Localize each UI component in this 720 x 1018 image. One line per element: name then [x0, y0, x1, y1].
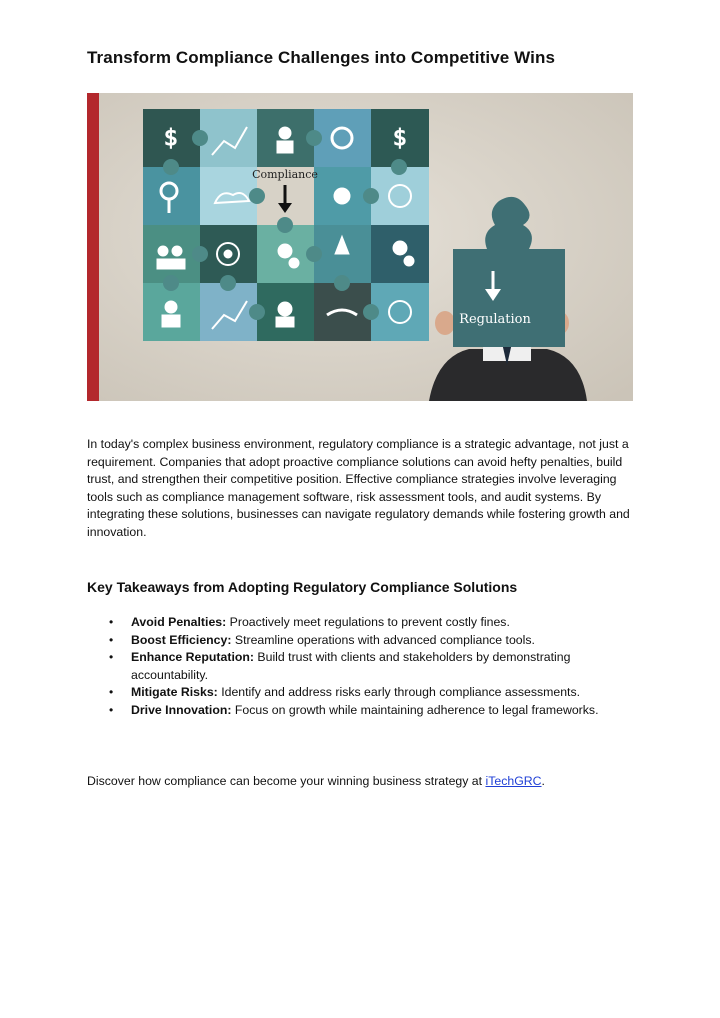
closing-paragraph [87, 773, 647, 791]
svg-text:$: $ [393, 126, 407, 151]
list-item [87, 649, 627, 684]
closing-text: Discover how compliance can become your winning business strategy at [87, 774, 486, 788]
bullet-icon: • [109, 632, 114, 647]
takeaway-text: Proactively meet regulations to prevent costly fines. [229, 615, 510, 629]
takeaway-text: Streamline operations with advanced compliance tools. [234, 632, 535, 647]
bullet-icon: • [109, 702, 114, 717]
takeaway-text: Build trust with clients and stakeholders by demonstrating accountability. [131, 650, 571, 682]
puzzle-board [143, 109, 429, 341]
takeaways-heading: Key Takeaways from Adopting Regulatory Compliance Solutions [87, 579, 518, 595]
closing-period: . [541, 774, 545, 788]
takeaway-label: Enhance Reputation: [131, 650, 254, 665]
itechgrc-link[interactable]: iTechGRC [485, 774, 542, 788]
takeaway-text: Identify and address risks early through compliance assessments. [221, 685, 581, 700]
bullet-icon: • [109, 685, 114, 700]
takeaway-label: Mitigate Risks: [131, 685, 218, 700]
bullet-icon: • [109, 615, 114, 629]
list-item [87, 702, 627, 720]
regulation-label: Regulation [459, 312, 531, 327]
list-item [87, 632, 627, 650]
takeaway-label: Drive Innovation: [131, 702, 232, 717]
bullet-icon: • [109, 650, 114, 665]
takeaway-text: Focus on growth while maintaining adherence to legal frameworks. [234, 702, 599, 717]
takeaways-list [87, 614, 627, 720]
red-accent-bar [87, 93, 99, 401]
svg-text:$: $ [164, 126, 178, 151]
takeaway-label: Boost Efficiency: [131, 632, 232, 647]
page-title: Transform Compliance Challenges into Competitive Wins [87, 48, 556, 67]
puzzle-compliance-label: Compliance [252, 168, 318, 181]
intro-paragraph: In today's complex business environment, regulatory compliance is a strategic advantage, not just a requirement. Companies that adopt proactive compliance solutions can avoid hefty penalties, build trust, and strengthen their competitive position. Effective compliance strategies involve leveraging tools such as compliance management software, risk assessment tools, and audit systems. By integrating these solutions, businesses can navigate regulatory demands while fostering growth and innovation. [87, 437, 630, 539]
hero-image [87, 93, 633, 401]
takeaway-label: Avoid Penalties: [131, 615, 227, 629]
list-item [87, 684, 627, 702]
list-item [87, 614, 627, 632]
